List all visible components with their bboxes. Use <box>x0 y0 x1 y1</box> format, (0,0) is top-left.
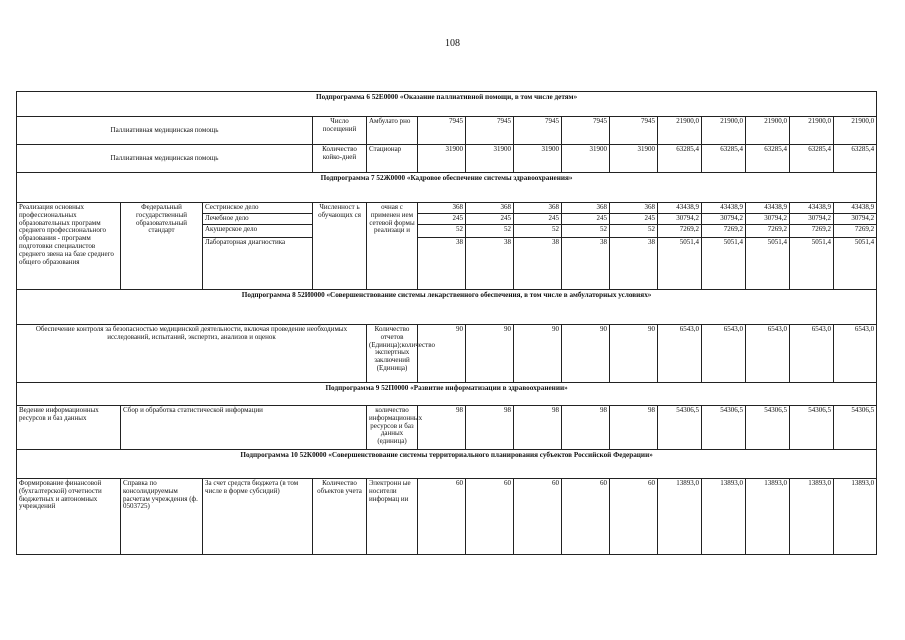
value-cell: 245 <box>514 214 562 225</box>
value-cell: 368 <box>418 203 466 214</box>
row-indicator: количество информационных ресурсов и баз данных (единица) <box>367 406 418 450</box>
value-cell: 245 <box>466 214 514 225</box>
amount-cell: 7269,2 <box>834 225 877 238</box>
value-cell: 7945 <box>514 117 562 145</box>
value-cell: 245 <box>562 214 610 225</box>
value-cell: 90 <box>514 325 562 383</box>
amount-cell: 13893,0 <box>790 479 834 555</box>
value-cell: 60 <box>466 479 514 555</box>
row-work: Сбор и обработка статистической информации <box>121 406 367 450</box>
value-cell: 245 <box>418 214 466 225</box>
value-cell: 31900 <box>418 145 466 173</box>
value-cell: 90 <box>418 325 466 383</box>
row-indicator: Число посещений <box>313 117 367 145</box>
amount-cell: 54306,5 <box>702 406 746 450</box>
amount-cell: 63285,4 <box>834 145 877 173</box>
value-cell: 31900 <box>610 145 658 173</box>
page-number: 108 <box>445 38 460 49</box>
value-cell: 7945 <box>418 117 466 145</box>
amount-cell: 13893,0 <box>658 479 702 555</box>
value-cell: 60 <box>610 479 658 555</box>
value-cell: 38 <box>610 238 658 290</box>
value-cell: 90 <box>466 325 514 383</box>
amount-cell: 5051,4 <box>790 238 834 290</box>
amount-cell: 63285,4 <box>658 145 702 173</box>
amount-cell: 6543,0 <box>746 325 790 383</box>
row-name: Сестринское дело <box>203 203 313 214</box>
value-cell: 98 <box>466 406 514 450</box>
row-unit: Стационар <box>367 145 418 173</box>
row-indicator: Количество отчетов (Единица);количество экспертных заключений (Единица) <box>367 325 418 383</box>
value-cell: 90 <box>610 325 658 383</box>
amount-cell: 30794,2 <box>790 214 834 225</box>
value-cell: 60 <box>418 479 466 555</box>
amount-cell: 7269,2 <box>702 225 746 238</box>
amount-cell: 6543,0 <box>834 325 877 383</box>
subprogram-6-title: Подпрограмма 6 52Е0000 «Оказание паллиативной помощи, в том числе детям» <box>17 92 877 117</box>
amount-cell: 21900,0 <box>790 117 834 145</box>
value-cell: 98 <box>514 406 562 450</box>
value-cell: 38 <box>418 238 466 290</box>
amount-cell: 5051,4 <box>658 238 702 290</box>
row-name: Паллиативная медицинская помощь <box>17 117 313 145</box>
value-cell: 52 <box>610 225 658 238</box>
amount-cell: 54306,5 <box>658 406 702 450</box>
value-cell: 38 <box>514 238 562 290</box>
amount-cell: 43438,9 <box>834 203 877 214</box>
subprogram-7-title: Подпрограмма 7 52Ж0000 «Кадровое обеспечение системы здравоохранения» <box>17 173 877 203</box>
row-name: Ведение информационных ресурсов и баз данных <box>17 406 121 450</box>
amount-cell: 54306,5 <box>790 406 834 450</box>
value-cell: 60 <box>562 479 610 555</box>
amount-cell: 43438,9 <box>746 203 790 214</box>
row-name: Акушерское дело <box>203 225 313 238</box>
value-cell: 52 <box>418 225 466 238</box>
row-unit: Амбулато рно <box>367 117 418 145</box>
amount-cell: 43438,9 <box>658 203 702 214</box>
value-cell: 31900 <box>466 145 514 173</box>
value-cell: 245 <box>610 214 658 225</box>
row-unit: Электронн ые носители информац ии <box>367 479 418 555</box>
row-name: Обеспечение контроля за безопасностью медицинской деятельности, включая проведение необходимых исследований, испытаний, экспертиз, анализов и оценок <box>17 325 367 383</box>
amount-cell: 54306,5 <box>834 406 877 450</box>
amount-cell: 30794,2 <box>746 214 790 225</box>
subprogram-9-title: Подпрограмма 9 52П0000 «Развитие информатизации в здравоохранении» <box>17 383 877 406</box>
value-cell: 98 <box>610 406 658 450</box>
indicator: Численност ь обучающих ся <box>313 203 367 290</box>
value-cell: 368 <box>562 203 610 214</box>
amount-cell: 30794,2 <box>834 214 877 225</box>
state-assignment-table <box>16 91 877 555</box>
value-cell: 368 <box>466 203 514 214</box>
amount-cell: 7269,2 <box>746 225 790 238</box>
row-indicator: Количество объектов учета <box>313 479 367 555</box>
amount-cell: 5051,4 <box>746 238 790 290</box>
amount-cell: 13893,0 <box>702 479 746 555</box>
amount-cell: 63285,4 <box>702 145 746 173</box>
value-cell: 90 <box>562 325 610 383</box>
value-cell: 52 <box>466 225 514 238</box>
amount-cell: 43438,9 <box>790 203 834 214</box>
value-cell: 31900 <box>514 145 562 173</box>
amount-cell: 30794,2 <box>702 214 746 225</box>
row-reference: Справка по консолидируемым расчетам учреждения (ф. 0503725) <box>121 479 203 555</box>
amount-cell: 21900,0 <box>658 117 702 145</box>
row-indicator: Количество койко-дней <box>313 145 367 173</box>
amount-cell: 5051,4 <box>702 238 746 290</box>
value-cell: 7945 <box>466 117 514 145</box>
amount-cell: 6543,0 <box>702 325 746 383</box>
value-cell: 98 <box>418 406 466 450</box>
amount-cell: 6543,0 <box>658 325 702 383</box>
amount-cell: 63285,4 <box>790 145 834 173</box>
value-cell: 31900 <box>562 145 610 173</box>
amount-cell: 7269,2 <box>790 225 834 238</box>
subprogram-10-title: Подпрограмма 10 52К0000 «Совершенствование системы территориального планирования субъектов Российской Федерации» <box>17 450 877 479</box>
amount-cell: 7269,2 <box>658 225 702 238</box>
value-cell: 7945 <box>562 117 610 145</box>
value-cell: 60 <box>514 479 562 555</box>
value-cell: 38 <box>466 238 514 290</box>
amount-cell: 63285,4 <box>746 145 790 173</box>
amount-cell: 21900,0 <box>834 117 877 145</box>
row-name: Лабораторная диагностика <box>203 238 313 290</box>
row-name: Формирование финансовой (бухгалтерской) отчетности бюджетных и автономных учреждений <box>17 479 121 555</box>
value-cell: 7945 <box>610 117 658 145</box>
service-name: Реализация основных профессиональных образовательных программ среднего профессионального образования - программ подготовки специалистов среднего звена на базе среднего общего образования <box>17 203 121 290</box>
amount-cell: 5051,4 <box>834 238 877 290</box>
unit: очная с применен ием сетевой формы реализаци и <box>367 203 418 290</box>
row-basis: За счет средств бюджета (в том числе в форме субсидий) <box>203 479 313 555</box>
value-cell: 38 <box>562 238 610 290</box>
value-cell: 368 <box>610 203 658 214</box>
value-cell: 52 <box>562 225 610 238</box>
value-cell: 98 <box>562 406 610 450</box>
amount-cell: 21900,0 <box>746 117 790 145</box>
amount-cell: 13893,0 <box>746 479 790 555</box>
row-name: Паллиативная медицинская помощь <box>17 145 313 173</box>
amount-cell: 54306,5 <box>746 406 790 450</box>
value-cell: 368 <box>514 203 562 214</box>
amount-cell: 6543,0 <box>790 325 834 383</box>
amount-cell: 21900,0 <box>702 117 746 145</box>
amount-cell: 30794,2 <box>658 214 702 225</box>
subprogram-8-title: Подпрограмма 8 52И0000 «Совершенствование системы лекарственного обеспечения, в том числе в амбулаторных условиях» <box>17 290 877 325</box>
standard: Федеральный государственный образовательный стандарт <box>121 203 203 290</box>
row-name: Лечебное дело <box>203 214 313 225</box>
amount-cell: 43438,9 <box>702 203 746 214</box>
amount-cell: 13893,0 <box>834 479 877 555</box>
value-cell: 52 <box>514 225 562 238</box>
